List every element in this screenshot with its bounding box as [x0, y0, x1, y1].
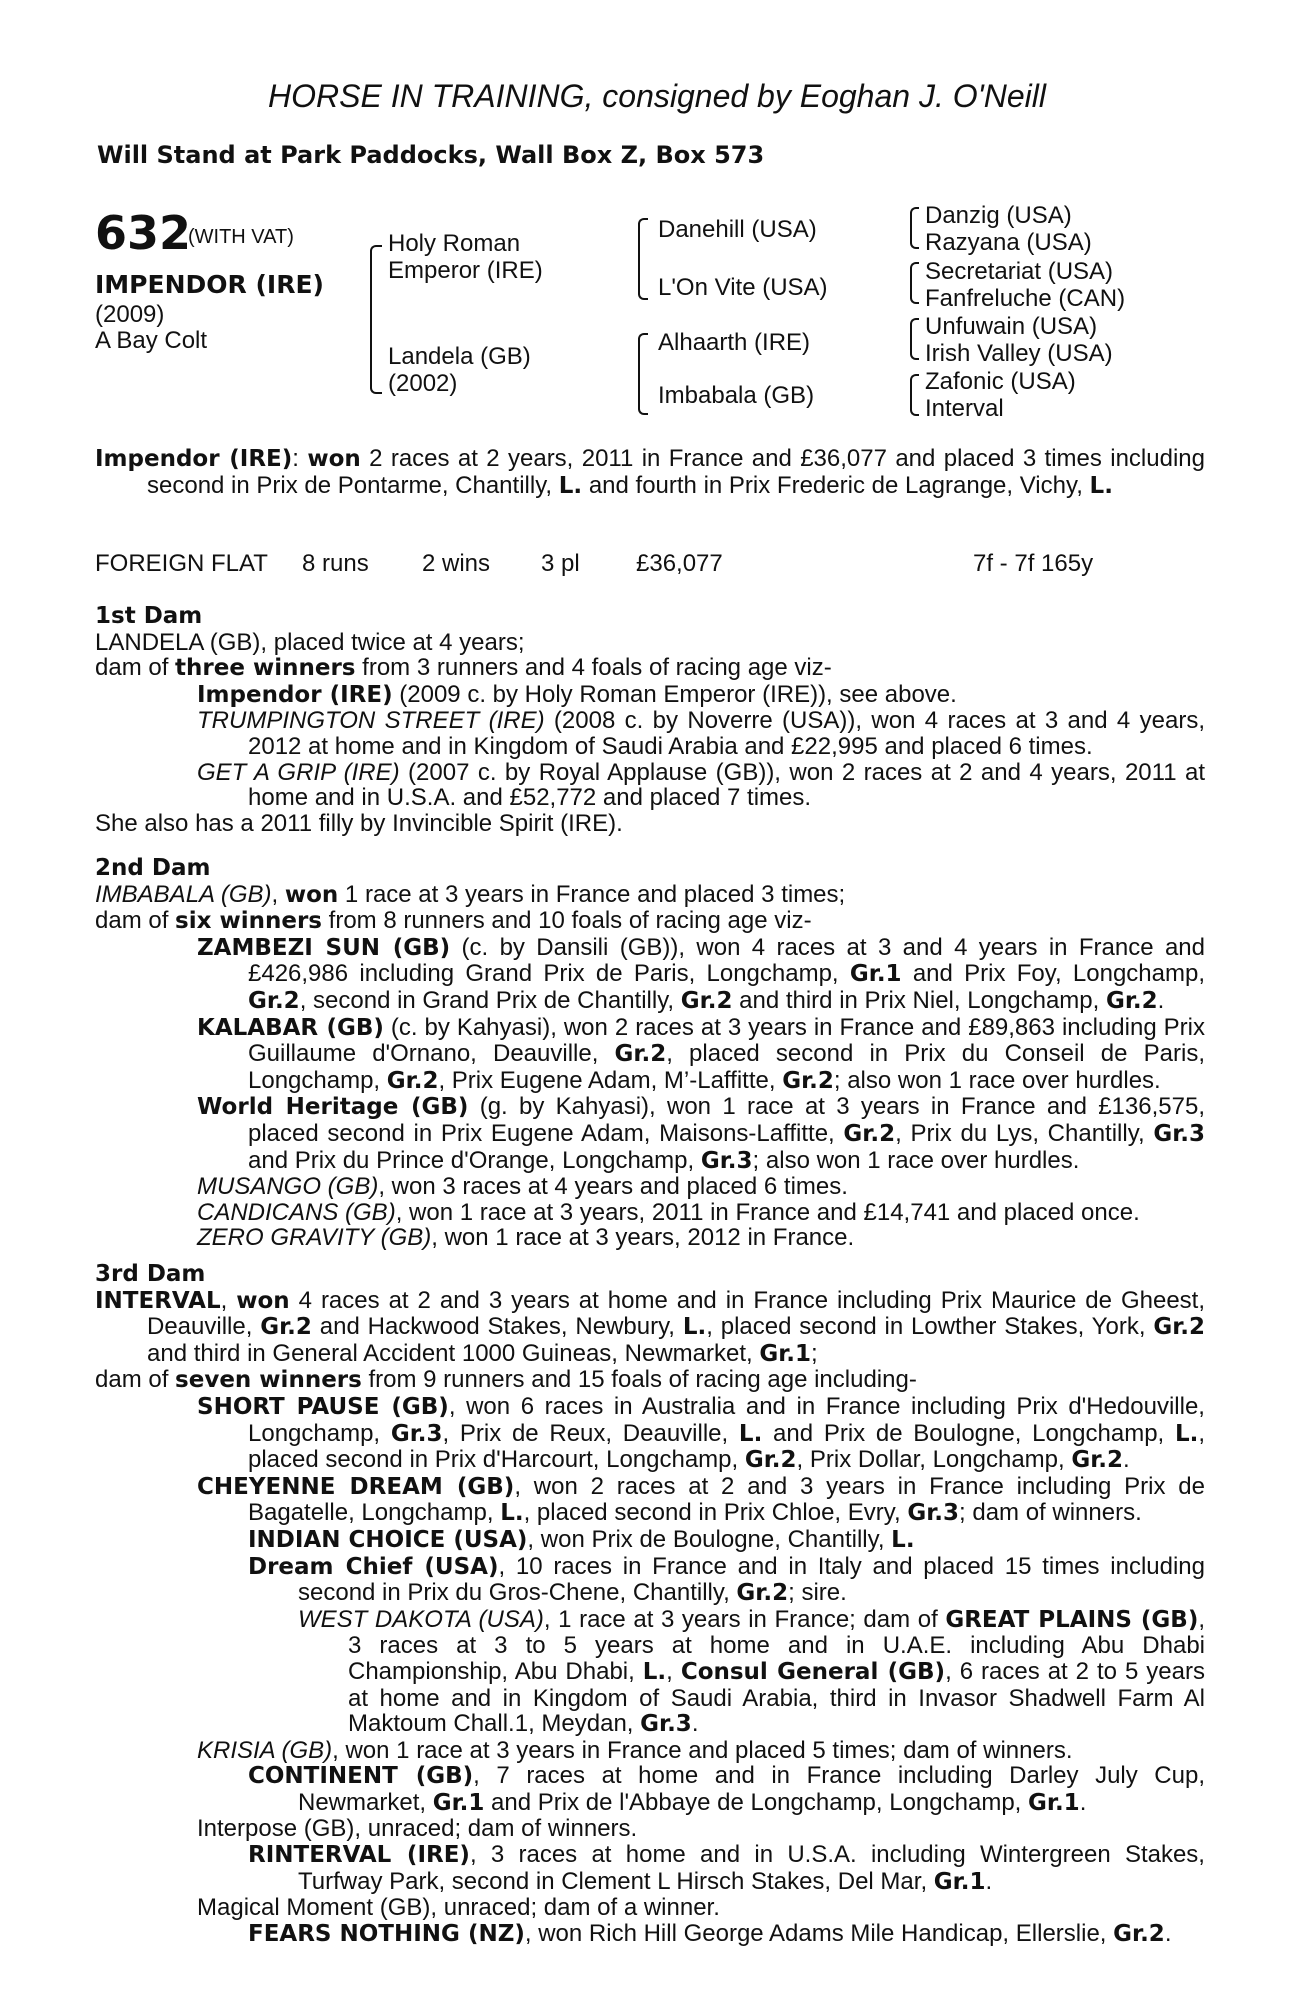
page-title: HORSE IN TRAINING, consigned by Eoghan J. O'Neill	[268, 78, 1046, 114]
pedigree-brace-sire-dam	[370, 245, 382, 394]
pedigree-gg7: Zafonic (USA)	[925, 368, 1076, 395]
pedigree-brace-g2	[910, 262, 919, 304]
pedigree-dam-sire: Alhaarth (IRE)	[658, 329, 811, 356]
pedigree-gg8: Interval	[925, 395, 1004, 422]
pedigree-gg6: Irish Valley (USA)	[925, 340, 1113, 367]
pedigree-sire-line2: Emperor (IRE)	[388, 257, 543, 284]
pedigree-gg3: Secretariat (USA)	[925, 258, 1114, 285]
pedigree-sire-dam: L'On Vite (USA)	[658, 274, 828, 301]
lot-number: 632	[95, 206, 192, 260]
pedigree-dam-dam: Imbabala (GB)	[658, 382, 815, 409]
horse-year: (2009)	[95, 301, 165, 328]
record-label: FOREIGN FLAT	[95, 550, 268, 577]
pedigree-gg4: Fanfreluche (CAN)	[925, 285, 1126, 312]
pedigree-gg1: Danzig (USA)	[925, 202, 1072, 229]
vat-note: (WITH VAT)	[188, 226, 294, 248]
record-wins: 2 wins	[422, 550, 491, 577]
third-dam-section: 3rd Dam INTERVAL, won 4 races at 2 and 3 years at home and in France including Prix Maurice de Gheest, Deauville, Gr.2 and Hackwood Stakes, Newbury, L., placed second in Lowther Stakes, York, Gr.2 and third in General Accident 1000 Guineas, Newmarket, Gr.1; dam of seven winners from 9 runners and 15 foals of racing age including- SHORT PAUSE (GB), won 6 races in Australia and in France including Prix d'Hedouville, Longchamp, Gr.3, Prix de Reux, Deauville, L. and Prix de Boulogne, Longchamp, L., placed second in Prix d'Harcourt, Longchamp, Gr.2, Prix Dollar, Longchamp, Gr.2. CHEYENNE DREAM (GB), won 2 races at 2 and 3 years in France including Prix de Bagatelle, Longchamp, L., placed second in Prix Chloe, Evry, Gr.3; dam of winners. INDIAN CHOICE (USA), won Prix de Boulogne, Chantilly, L. Dream Chief (USA), 10 races in France and in Italy and placed 15 times including second in Prix du Gros-Chene, Chantilly, Gr.2; sire. WEST DAKOTA (USA), 1 race at 3 years in France; dam of GREAT PLAINS (GB), 3 races at 3 to 5 years at home and in U.A.E. including Abu Dhabi Championship, Abu Dhabi, L., Consul General (GB), 6 races at 2 to 5 years at home and in Kingdom of Saudi Arabia, third in Invasor Shadwell Farm Al Maktoum Chall.1, Meydan, Gr.3. KRISIA (GB), won 1 race at 3 years in France and placed 5 times; dam of winners. CONTINENT (GB), 7 races at home and in France including Darley July Cup, Newmarket, Gr.1 and Prix de l'Abbaye de Longchamp, Longchamp, Gr.1. Interpose (GB), unraced; dam of winners. RINTERVAL (IRE), 3 races at home and in U.S.A. including Wintergreen Stakes, Turfway Park, second in Clement L Hirsch Stakes, Del Mar, Gr.1. Magical Moment (GB), unraced; dam of a winner. FEARS NOTHING (NZ), won Rich Hill George Adams Mile Handicap, Ellerslie, Gr.2.	[95, 1261, 1206, 1947]
horse-summary: Impendor (IRE): won 2 races at 2 years, 2011 in France and £36,077 and placed 3 times including second in Prix de Pontarme, Chantilly, L. and fourth in Prix Frederic de Lagrange, Vichy, L.	[95, 445, 1205, 499]
pedigree-dam-year: (2002)	[388, 370, 458, 397]
first-dam-heading: 1st Dam	[95, 603, 203, 629]
horse-description: A Bay Colt	[95, 327, 208, 354]
pedigree-gg2: Razyana (USA)	[925, 229, 1092, 256]
pedigree-brace-g3	[910, 318, 919, 360]
first-dam-section: 1st Dam LANDELA (GB), placed twice at 4 years; dam of three winners from 3 runners and 4 foals of racing age viz- Impendor (IRE) (2009 c. by Holy Roman Emperor (IRE)), see above. TRUMPINGTON STREET (IRE) (2008 c. by Noverre (USA)), won 4 races at 3 and 4 years, 2012 at home and in Kingdom of Saudi Arabia and £22,995 and placed 6 times. GET A GRIP (IRE) (2007 c. by Royal Applause (GB)), won 2 races at 2 and 4 years, 2011 at home and in U.S.A. and £52,772 and placed 7 times. She also has a 2011 filly by Invincible Spirit (IRE).	[95, 603, 1205, 837]
record-runs: 8 runs	[302, 550, 369, 577]
record-distance: 7f - 7f 165y	[973, 550, 1094, 577]
pedigree-gg5: Unfuwain (USA)	[925, 313, 1098, 340]
second-dam-heading: 2nd Dam	[95, 855, 211, 881]
record-earnings: £36,077	[636, 550, 723, 577]
stand-location: Will Stand at Park Paddocks, Wall Box Z, Box 573	[97, 141, 765, 169]
record-placed: 3 pl	[541, 550, 580, 577]
pedigree-brace-sire-line	[638, 218, 648, 300]
pedigree-dam: Landela (GB)	[388, 343, 531, 370]
third-dam-heading: 3rd Dam	[95, 1261, 206, 1287]
horse-name: IMPENDOR (IRE)	[95, 270, 324, 299]
pedigree-sire: Holy Roman	[388, 230, 521, 257]
pedigree-brace-g4	[910, 374, 919, 416]
pedigree-brace-g1	[910, 207, 919, 249]
pedigree-sire-sire: Danehill (USA)	[658, 216, 817, 243]
second-dam-section: 2nd Dam IMBABALA (GB), won 1 race at 3 years in France and placed 3 times; dam of six winners from 8 runners and 10 foals of racing age viz- ZAMBEZI SUN (GB) (c. by Dansili (GB)), won 4 races at 3 and 4 years in France and £426,986 including Grand Prix de Paris, Longchamp, Gr.1 and Prix Foy, Longchamp, Gr.2, second in Grand Prix de Chantilly, Gr.2 and third in Prix Niel, Longchamp, Gr.2. KALABAR (GB) (c. by Kahyasi), won 2 races at 3 years in France and £89,863 including Prix Guillaume d'Ornano, Deauville, Gr.2, placed second in Prix du Conseil de Paris, Longchamp, Gr.2, Prix Eugene Adam, M’-Laffitte, Gr.2; also won 1 race over hurdles. World Heritage (GB) (g. by Kahyasi), won 1 race at 3 years in France and £136,575, placed second in Prix Eugene Adam, Maisons-Laffitte, Gr.2, Prix du Lys, Chantilly, Gr.3 and Prix du Prince d'Orange, Longchamp, Gr.3; also won 1 race over hurdles. MUSANGO (GB), won 3 races at 4 years and placed 6 times. CANDICANS (GB), won 1 race at 3 years, 2011 in France and £14,741 and placed once. ZERO GRAVITY (GB), won 1 race at 3 years, 2012 in France.	[95, 855, 1205, 1252]
pedigree-brace-dam-line	[638, 333, 648, 415]
